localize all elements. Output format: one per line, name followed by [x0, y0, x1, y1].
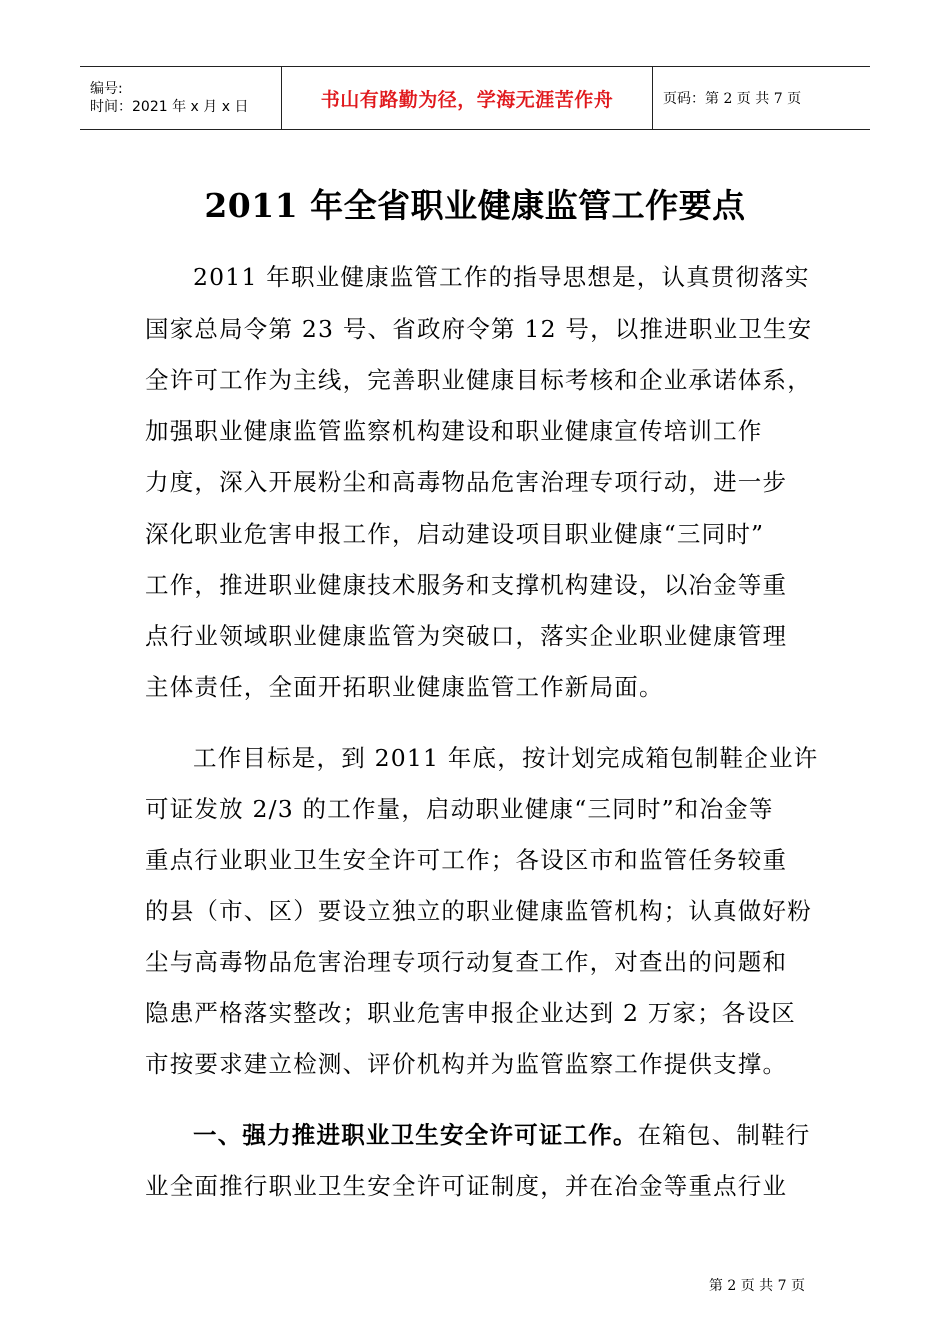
- p2-line: 重点行业职业卫生安全许可工作；各设区市和监管任务较重: [145, 846, 788, 874]
- document-header: [80, 66, 870, 130]
- header-meta: [80, 67, 281, 129]
- p2-line: 尘与高毒物品危害治理专项行动复查工作，对查出的问题和: [145, 948, 788, 976]
- p2-line: 可证发放 2/3 的工作量，启动职业健康“三同时”和冶金等: [145, 795, 774, 823]
- p1-line: 工作，推进职业健康技术服务和支撑机构建设，以冶金等重: [145, 571, 788, 599]
- p1-line: 2011 年职业健康监管工作的指导思想是，认真贯彻落实: [193, 263, 810, 291]
- p2-line: 工作目标是，到 2011 年底，按计划完成箱包制鞋企业许: [193, 744, 819, 772]
- p3-line: [193, 1116, 811, 1150]
- motto-text: 书山有路勤为径，学海无涯苦作舟: [320, 88, 614, 111]
- p1-line: 国家总局令第 23 号、省政府令第 12 号，以推进职业卫生安: [145, 315, 813, 343]
- time-label: 时间：2021 年 x 月 x 日: [90, 99, 249, 115]
- p1-line: 全许可工作为主线，完善职业健康目标考核和企业承诺体系，: [145, 366, 812, 394]
- p3-line: 业全面推行职业卫生安全许可证制度，并在冶金等重点行业: [145, 1172, 788, 1200]
- p1-line: 主体责任，全面开拓职业健康监管工作新局面。: [145, 673, 664, 701]
- p2-line: 隐患严格落实整改；职业危害申报企业达到 2 万家；各设区: [145, 999, 796, 1027]
- number-label: 编号:: [90, 81, 123, 97]
- p1-line: 深化职业危害申报工作，启动建设项目职业健康“三同时”: [145, 520, 765, 548]
- p1-line: 点行业领域职业健康监管为突破口，落实企业职业健康管理: [145, 622, 788, 650]
- p2-line: 的县（市、区）要设立独立的职业健康监管机构；认真做好粉: [145, 897, 812, 925]
- p3-text: 在箱包、制鞋行: [637, 1121, 811, 1149]
- header-page-number: [653, 67, 870, 129]
- header-motto: [281, 67, 653, 129]
- p1-line: 力度，深入开展粉尘和高毒物品危害治理专项行动，进一步: [145, 468, 788, 496]
- page-footer: 第 2 页 共 7 页: [708, 1278, 805, 1294]
- document-title: 2011 年全省职业健康监管工作要点: [204, 186, 746, 225]
- section-heading: 一、强力推进职业卫生安全许可证工作。: [193, 1121, 638, 1149]
- page-label: 页码：第 2 页 共 7 页: [663, 91, 802, 107]
- p1-line: 加强职业健康监管监察机构建设和职业健康宣传培训工作: [145, 417, 763, 445]
- p2-line: 市按要求建立检测、评价机构并为监管监察工作提供支撑。: [145, 1050, 788, 1078]
